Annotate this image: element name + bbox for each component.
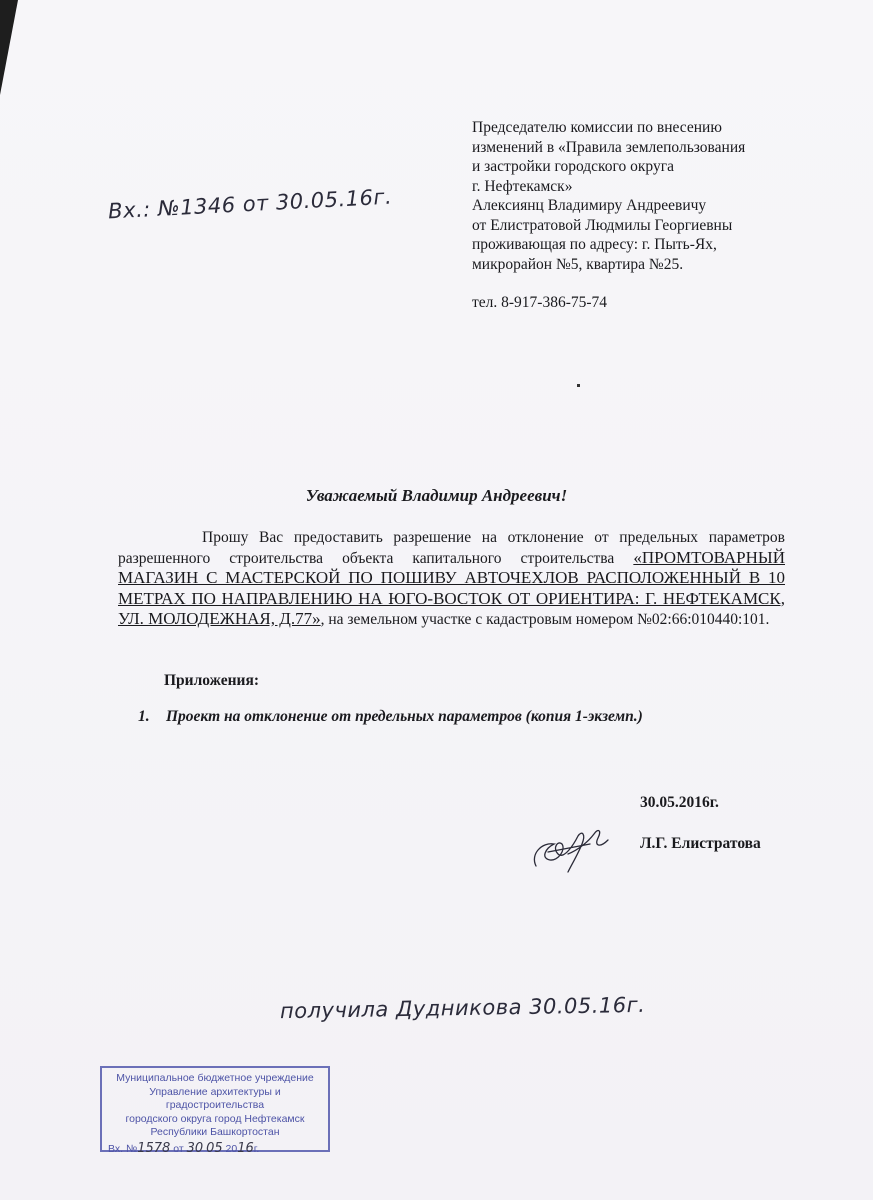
registration-stamp [100, 1066, 330, 1156]
body-end: , на земельном участке с кадастровым номером №02:66:010440:101. [320, 611, 770, 628]
greeting: Уважаемый Владимир Андреевич! [305, 486, 568, 505]
attachment-item [138, 708, 643, 726]
addressee-line: г. Нефтекамск» [472, 177, 573, 195]
addressee-line: Алексиянц Владимиру Андреевичу [472, 197, 707, 214]
addressee-line: Председателю комиссии по внесению [472, 119, 722, 136]
ink-dot [577, 384, 580, 387]
addressee-block [472, 118, 802, 313]
stamp-reg-year-prefix: 20 [225, 1142, 238, 1155]
stamp-reg-from: от [173, 1142, 184, 1155]
incoming-registration-note: Вх.: №1346 от 30.05.16г. [107, 184, 393, 224]
folded-corner [0, 0, 18, 95]
addressee-line: от Елистратовой Людмилы Георгиевны [472, 216, 733, 234]
stamp-reg-prefix: Вх. № [108, 1142, 138, 1155]
letter-body [118, 528, 785, 630]
stamp-line: Муниципальное бюджетное учреждение [116, 1072, 314, 1084]
stamp-reg-number: 1578 [137, 1140, 171, 1156]
signature [528, 814, 618, 884]
phone-number: тел. 8-917-386-75-74 [472, 294, 608, 311]
stamp-line: Управление архитектуры и градостроительства [149, 1085, 281, 1111]
stamp-reg-suffix: г. [253, 1142, 260, 1155]
stamp-reg-day: 30 [186, 1140, 204, 1156]
received-note: получила Дудникова 30.05.16г. [279, 992, 646, 1024]
addressee-line: микрорайон №5, квартира №25. [472, 255, 684, 273]
object-name: «ПРОМТОВАРНЫЙ МАГАЗИН С МАСТЕРСКОЙ ПО ПОШИВУ АВТОЧЕХЛОВ РАСПОЛОЖЕННЫЙ В 10 МЕТРАХ ПО НАПРАВЛЕНИЮ НА ЮГО-ВОСТОК ОТ ОРИЕНТИРА: Г. НЕФТЕКАМСК, УЛ. МОЛОДЕЖНАЯ, Д.77» [118, 547, 785, 628]
body-start: Прошу Вас предоставить разрешение на отклонение от предельных параметров разрешенного строительства объекта капитального строительства [118, 529, 785, 567]
attachment-text: Проект на отклонение от предельных параметров (копия 1-экземп.) [166, 708, 643, 725]
stamp-line: городского округа город Нефтекамск [125, 1112, 305, 1125]
stamp-reg-year: 16 [237, 1140, 254, 1156]
letter-date: 30.05.2016г. [640, 794, 719, 811]
stamp-line: Республики Башкортостан [150, 1126, 280, 1138]
signer-name: Л.Г. Елистратова [640, 835, 761, 852]
stamp-registration [102, 1142, 328, 1157]
attachments-title: Приложения: [164, 672, 259, 689]
addressee-line: изменений в «Правила землепользования [472, 138, 746, 156]
addressee-line: и застройки городского округа [472, 158, 674, 175]
stamp-reg-month: 05 [206, 1140, 223, 1156]
attachment-number: 1. [138, 708, 150, 725]
addressee-line: проживающая по адресу: г. Пыть-Ях, [472, 236, 717, 253]
